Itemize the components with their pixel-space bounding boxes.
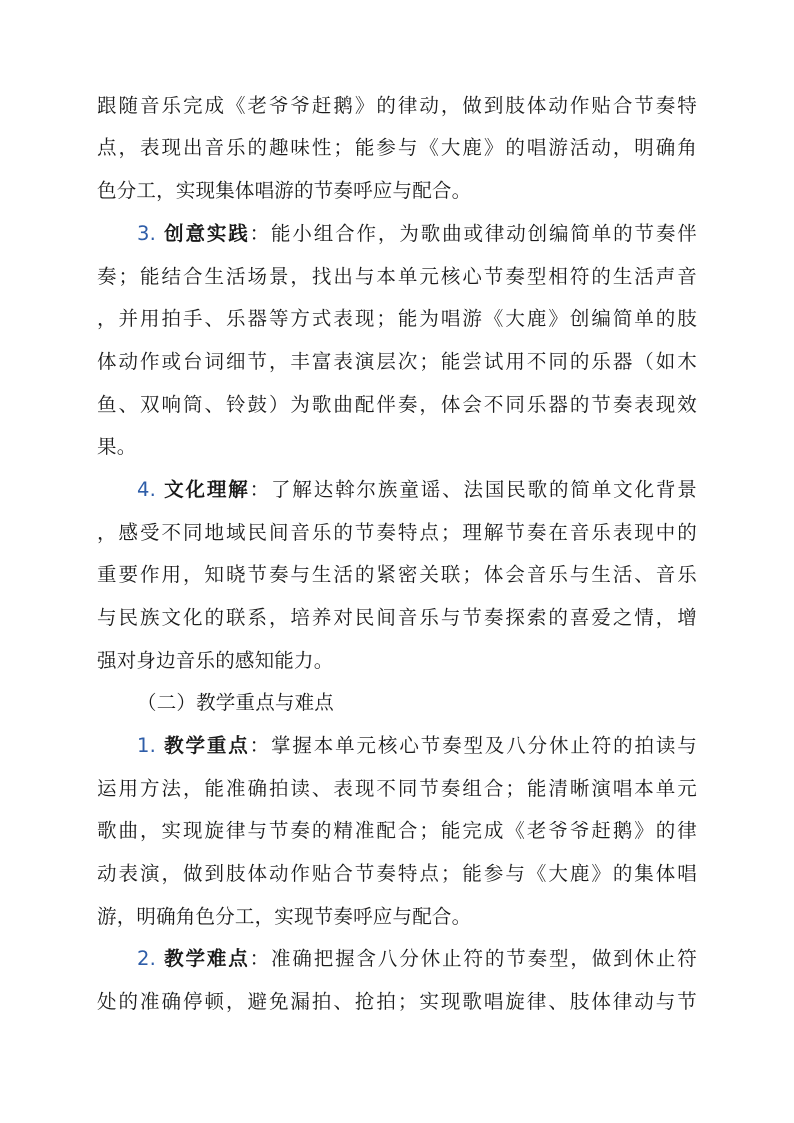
section-title: 教学难点 — [164, 947, 250, 970]
text-line: 运用方法，能准确拍读、表现不同节奏组合；能清晰演唱本单元 — [97, 777, 697, 800]
section-heading-teaching-difficulty: 2. 教学难点：准确把握含八分休止符的节奏型，做到休止符 — [137, 947, 697, 970]
text-line: ，并用拍手、乐器等方式表现；能为唱游《大鹿》创编简单的肢 — [97, 307, 697, 330]
list-number: 2. — [137, 947, 157, 970]
section-heading-cultural-understanding: 4. 文化理解：了解达斡尔族童谣、法国民歌的简单文化背景 — [137, 478, 697, 501]
section-title: 教学重点 — [164, 734, 250, 757]
section-heading-creative-practice: 3. 创意实践：能小组合作，为歌曲或律动创编简单的节奏伴 — [137, 222, 697, 245]
text-line: 点，表现出音乐的趣味性；能参与《大鹿》的唱游活动，明确角 — [97, 136, 697, 159]
subsection-heading: （二）教学重点与难点 — [137, 691, 335, 714]
text-line: 歌曲，实现旋律与节奏的精准配合；能完成《老爷爷赶鹅》的律 — [97, 819, 697, 842]
section-title: 文化理解 — [164, 478, 250, 501]
text-line: 与民族文化的联系，培养对民间音乐与节奏探索的喜爱之情，增 — [97, 606, 697, 629]
text-line: 跟随音乐完成《老爷爷赶鹅》的律动，做到肢体动作贴合节奏特 — [97, 94, 697, 117]
list-number: 3. — [137, 222, 157, 245]
section-title: 创意实践 — [164, 222, 250, 245]
list-number: 4. — [137, 478, 157, 501]
text-line: 色分工，实现集体唱游的节奏呼应与配合。 — [97, 179, 472, 202]
text-line: 动表演，做到肢体动作贴合节奏特点；能参与《大鹿》的集体唱 — [97, 862, 697, 885]
text-line: 强对身边音乐的感知能力。 — [97, 649, 334, 672]
text-line: 游，明确角色分工，实现节奏呼应与配合。 — [97, 905, 472, 928]
text-line: 重要作用，知晓节奏与生活的紧密关联；体会音乐与生活、音乐 — [97, 563, 697, 586]
list-number: 1. — [137, 734, 157, 757]
text-line: 体动作或台词细节，丰富表演层次；能尝试用不同的乐器（如木 — [97, 350, 697, 373]
text-line: 果。 — [97, 435, 137, 458]
section-heading-teaching-focus: 1. 教学重点：掌握本单元核心节奏型及八分休止符的拍读与 — [137, 734, 697, 757]
text-line: 奏；能结合生活场景，找出与本单元核心节奏型相符的生活声音 — [97, 265, 697, 288]
text-line: 处的准确停顿，避免漏拍、抢拍；实现歌唱旋律、肢体律动与节 — [97, 990, 697, 1013]
text-line: ，感受不同地域民间音乐的节奏特点；理解节奏在音乐表现中的 — [97, 521, 697, 544]
text-line: 鱼、双响筒、铃鼓）为歌曲配伴奏，体会不同乐器的节奏表现效 — [97, 393, 697, 416]
